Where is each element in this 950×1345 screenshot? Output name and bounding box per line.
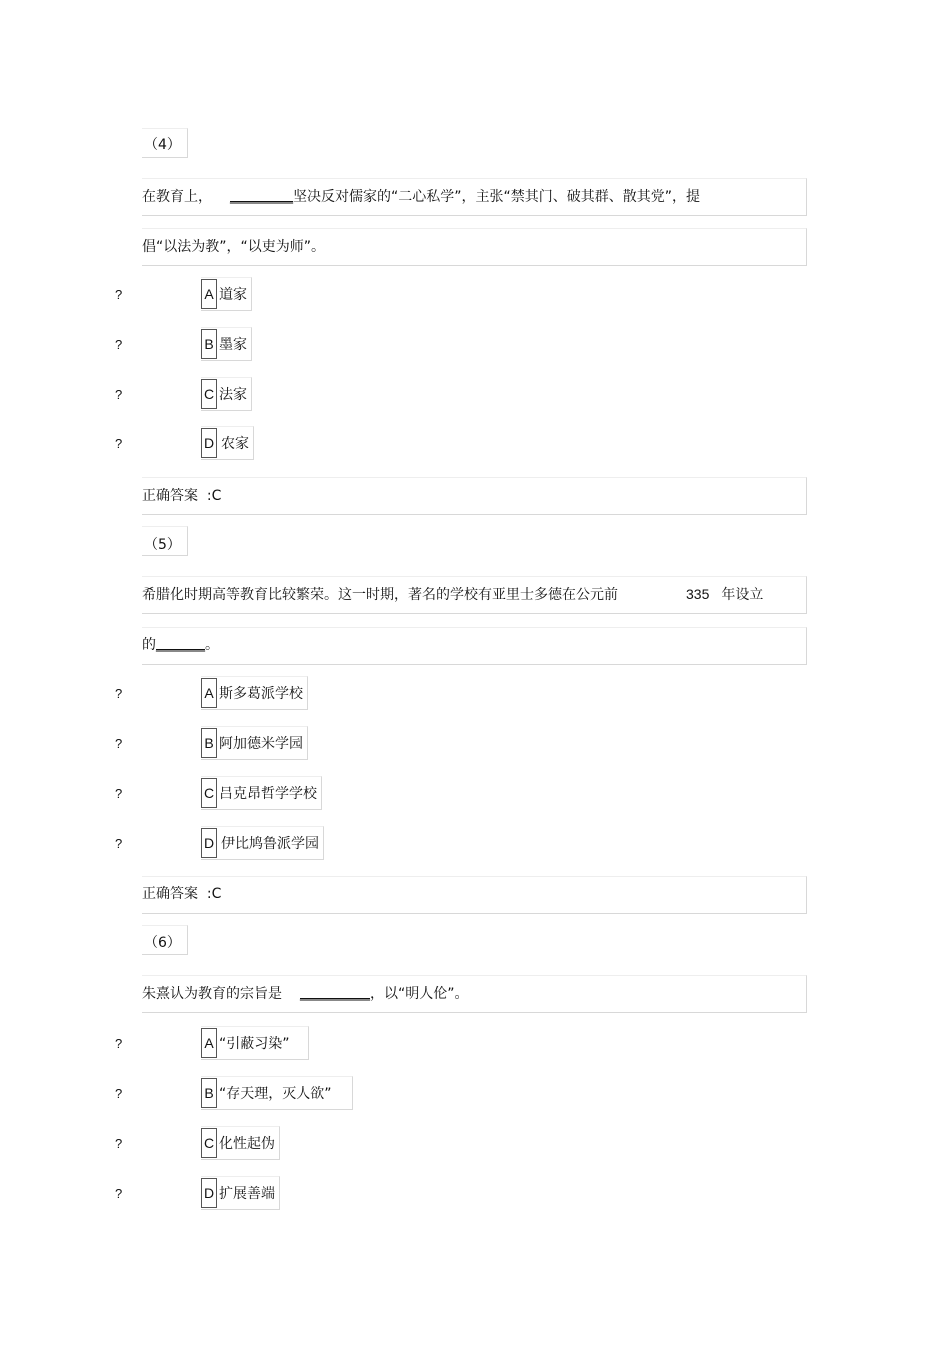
stem-text: 。 (205, 637, 219, 653)
stem-text: 坚决反对儒家的“二心私学”，主张“禁其门、破其群、散其党”，提 (293, 189, 701, 205)
correct-answer: 正确答案 :C (142, 886, 222, 902)
option-text: 吕克昂哲学学校 (219, 786, 317, 802)
option-text: 阿加德米学园 (219, 736, 303, 752)
answer-blank: __________ (300, 985, 370, 1001)
question-number: （6） (144, 935, 181, 951)
question-stem-line (142, 227, 807, 265)
option-text: 道家 (219, 287, 247, 303)
option-a[interactable] (201, 676, 308, 710)
option-c[interactable] (201, 377, 252, 411)
bullet-marker: ? (115, 686, 123, 701)
question-stem-line (142, 625, 807, 663)
answer-blank: _________ (230, 188, 293, 204)
answer-blank: _______ (156, 636, 205, 652)
option-text: “引蔽习染” (219, 1036, 290, 1052)
bullet-marker: ? (115, 337, 123, 352)
option-b[interactable] (201, 1076, 353, 1110)
option-b[interactable] (201, 726, 308, 760)
bullet-marker: ? (115, 786, 123, 801)
question-stem-line (142, 974, 807, 1012)
stem-text: ，以“明人伦”。 (370, 986, 469, 1002)
option-c[interactable] (201, 1126, 280, 1160)
option-letter: B (201, 728, 217, 758)
question-stem-line (142, 575, 807, 613)
bullet-marker: ? (115, 287, 123, 302)
option-letter: A (201, 678, 217, 708)
option-text: 斯多葛派学校 (219, 686, 303, 702)
bullet-marker: ? (115, 1086, 123, 1101)
bullet-marker: ? (115, 387, 123, 402)
bullet-marker: ? (115, 736, 123, 751)
option-letter: A (201, 1028, 217, 1058)
option-letter: D (201, 828, 217, 858)
option-text: 法家 (219, 387, 247, 403)
option-text: 伊比鸠鲁派学园 (221, 836, 319, 852)
stem-text: 的 (142, 637, 156, 653)
option-c[interactable] (201, 776, 322, 810)
option-text: “存天理，灭人欲” (219, 1086, 332, 1102)
option-text: 墨家 (219, 337, 247, 353)
stem-text: 在教育上， (142, 189, 212, 205)
question-number: （5） (144, 537, 181, 553)
year-value: 335 (686, 586, 710, 602)
option-d[interactable] (201, 826, 324, 860)
option-text: 农家 (221, 436, 249, 452)
option-a[interactable] (201, 277, 252, 311)
option-letter: B (201, 1078, 217, 1108)
option-letter: B (201, 329, 217, 359)
stem-text: 希腊化时期高等教育比较繁荣。这一时期，著名的学校有亚里士多德在公元前 (142, 587, 618, 603)
option-letter: D (201, 1178, 217, 1208)
stem-text: 年设立 (721, 587, 764, 603)
correct-answer: 正确答案 :C (142, 488, 222, 504)
option-b[interactable] (201, 327, 252, 361)
option-text: 化性起伪 (219, 1136, 275, 1152)
option-letter: C (201, 379, 217, 409)
option-text: 扩展善端 (219, 1186, 275, 1202)
question-stem-line (142, 177, 807, 215)
question-number: （4） (144, 137, 181, 153)
option-letter: C (201, 1128, 217, 1158)
bullet-marker: ? (115, 1186, 123, 1201)
option-letter: C (201, 778, 217, 808)
bullet-marker: ? (115, 1136, 123, 1151)
option-d[interactable] (201, 1176, 280, 1210)
bullet-marker: ? (115, 436, 123, 451)
option-letter: D (201, 428, 217, 458)
option-d[interactable] (201, 426, 254, 460)
bullet-marker: ? (115, 836, 123, 851)
stem-text: 朱熹认为教育的宗旨是 (142, 986, 282, 1002)
option-letter: A (201, 279, 217, 309)
bullet-marker: ? (115, 1036, 123, 1051)
stem-text: 倡“以法为教”，“以吏为师”。 (142, 239, 326, 255)
option-a[interactable] (201, 1026, 309, 1060)
